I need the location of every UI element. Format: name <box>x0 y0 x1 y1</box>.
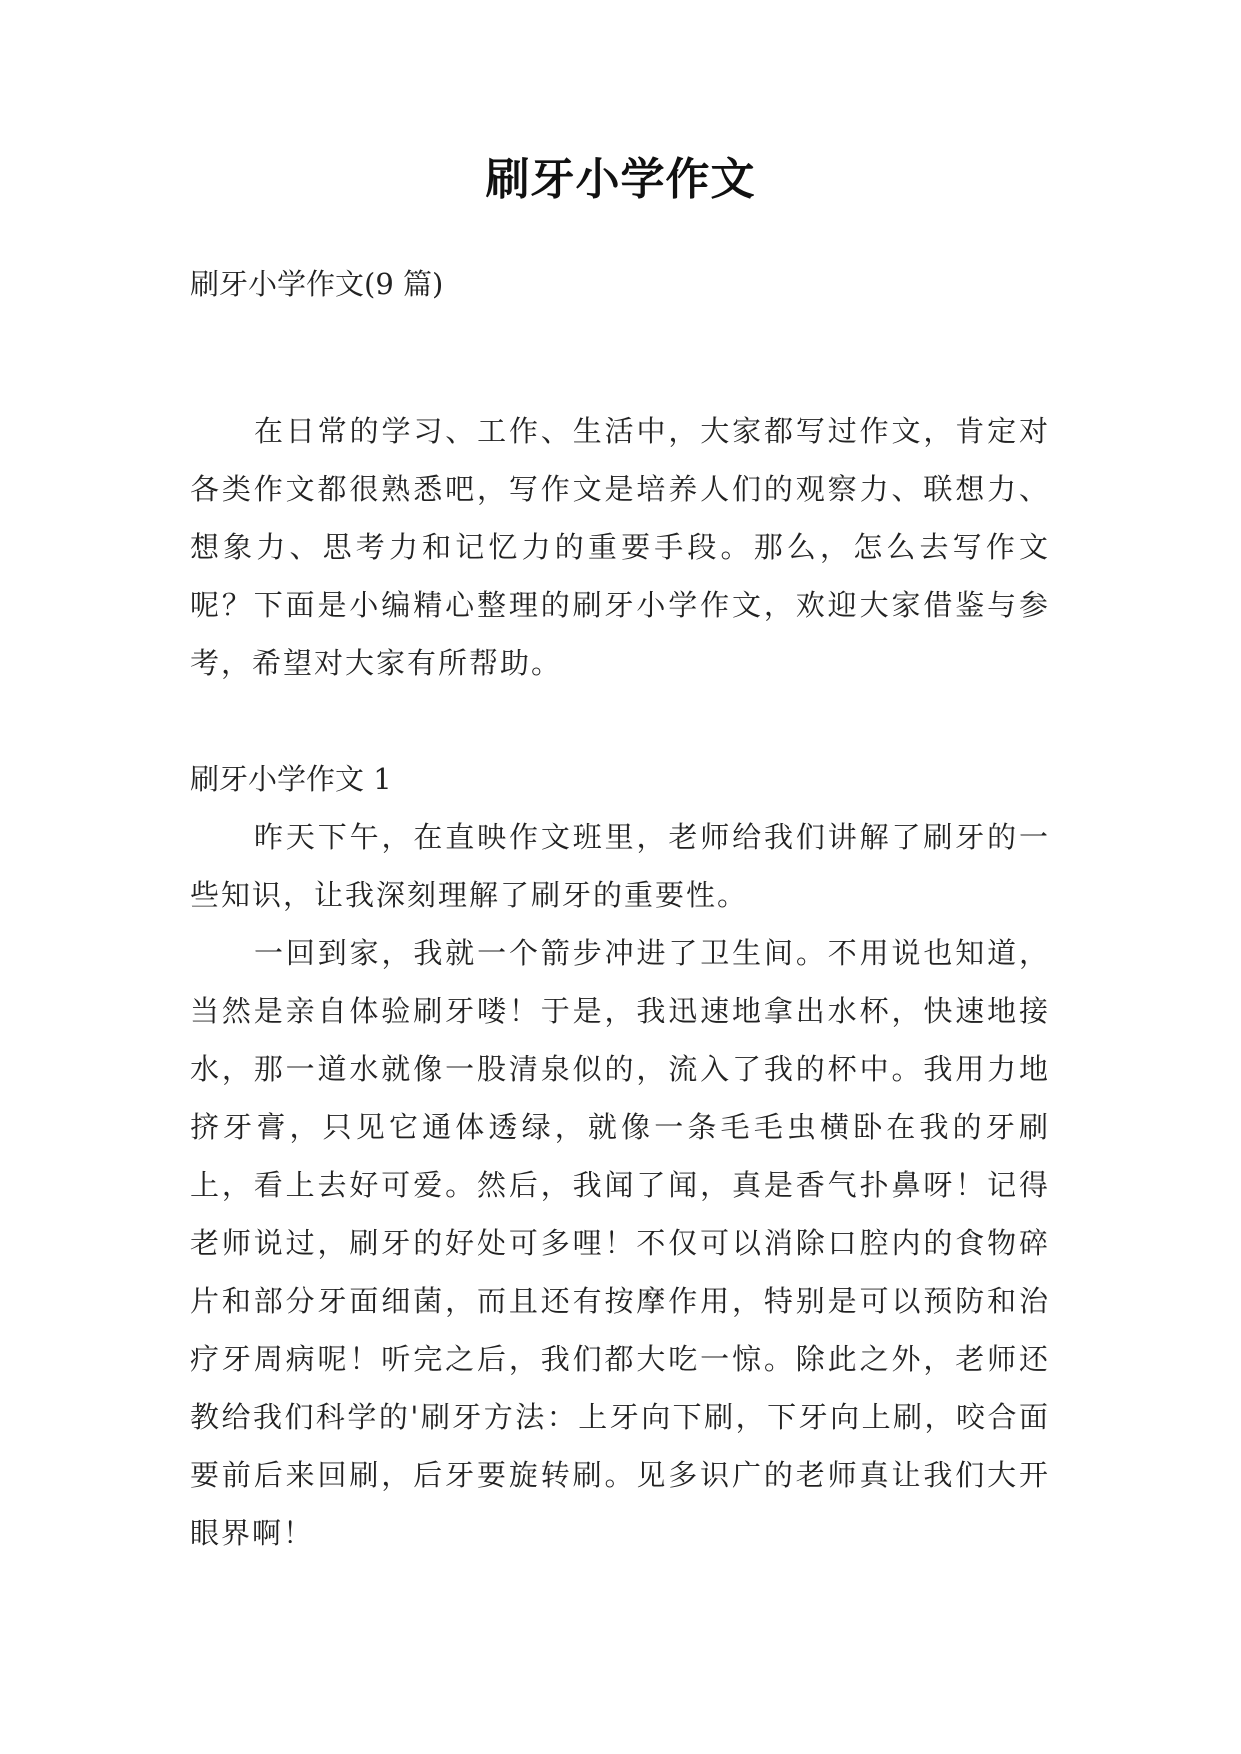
section-heading: 刷牙小学作文 1 <box>190 762 392 796</box>
page-title: 刷牙小学作文 <box>485 154 756 205</box>
intro-paragraph: 在日常的学习、工作、生活中，大家都写过作文，肯定对各类作文都很熟悉吧，写作文是培养人们的观察力、联想力、想象力、思考力和记忆力的重要手段。那么，怎么去写作文呢？下面是小编精心整理的刷牙小学作文，欢迎大家借鉴与参考，希望对大家有所帮助。 <box>190 414 1050 680</box>
body-paragraph: 一回到家，我就一个箭步冲进了卫生间。不用说也知道，当然是亲自体验刷牙喽！于是，我迅速地拿出水杯，快速地接水，那一道水就像一股清泉似的，流入了我的杯中。我用力地挤牙膏，只见它通体透绿，就像一条毛毛虫横卧在我的牙刷上，看上去好可爱。然后，我闻了闻，真是香气扑鼻呀！记得老师说过，刷牙的好处可多哩！不仅可以消除口腔内的食物碎片和部分牙面细菌，而且还有按摩作用，特别是可以预防和治疗牙周病呢！听完之后，我们都大吃一惊。除此之外，老师还教给我们科学的'刷牙方法：上牙向下刷，下牙向上刷，咬合面要前后来回刷，后牙要旋转刷。见多识广的老师真让我们大开眼界啊！ <box>190 936 1050 1550</box>
document-subtitle: 刷牙小学作文(9 篇) <box>190 267 444 301</box>
body-paragraph: 昨天下午，在直映作文班里，老师给我们讲解了刷牙的一些知识，让我深刻理解了刷牙的重要性。 <box>190 820 1050 912</box>
